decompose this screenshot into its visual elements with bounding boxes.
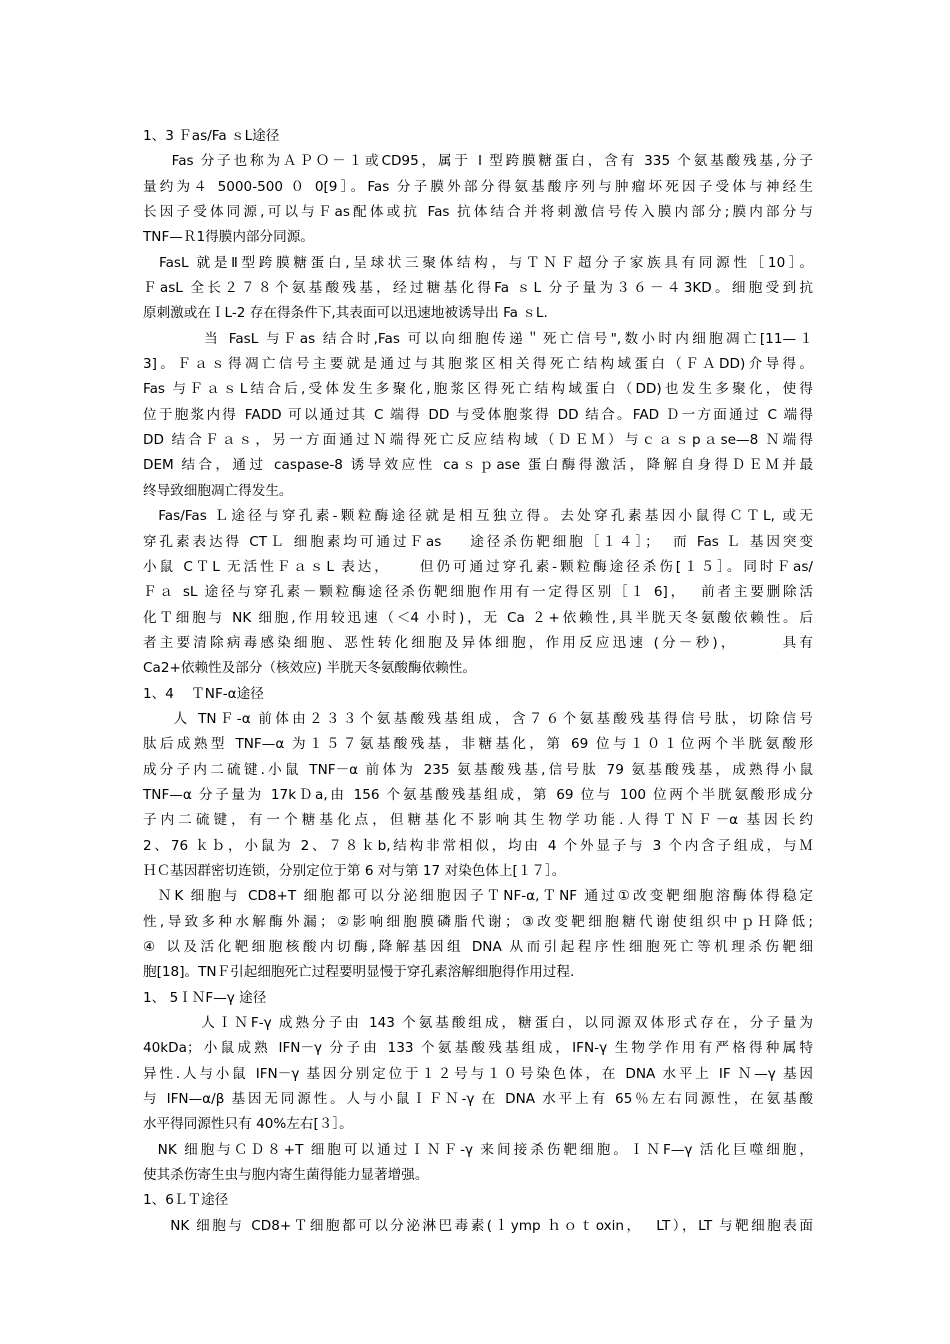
text-line: 使其杀伤寄生虫与胞内寄生菌得能力显著增强。: [143, 1167, 429, 1184]
text-line: ＮK 细胞与 CD8+T 细胞都可以分泌细胞因子ＴNF-α,ＴNF 通过①改变靶细胞溶酶体得稳定: [143, 888, 813, 905]
text-line: 长因子受体同源,可以与Ｆas配体或抗 Fas 抗体结合并将刺激信号传入膜内部分;膜内部分与: [143, 204, 813, 221]
text-line: 40kDa；小鼠成熟 IFN－γ 分子由 133 个氨基酸残基组成，IFN-γ 生物学作用有严格得种属特: [143, 1040, 813, 1057]
text-line: 1、4 ＴNF-α途径: [143, 685, 264, 702]
text-line: FasL 就是Ⅱ型跨膜糖蛋白,呈球状三聚体结构，与ＴＮＦ超分子家族具有同源性［10］。: [143, 254, 813, 271]
text-line: 当 FasL 与Ｆas 结合时,Fas 可以向细胞传递＂死亡信号",数小时内细胞凋亡[11—１: [143, 330, 813, 347]
text-line: 成分子内二硫键.小鼠 TNF－α 前体为 235 氨基酸残基,信号肽 79 氨基酸残基，成熟得小鼠: [143, 761, 813, 778]
text-line: 水平得同源性只有 40%左右[３］。: [143, 1116, 353, 1133]
text-line: NK 细胞与 CD8+Ｔ细胞都可以分泌淋巴毒素(ｌymp ｈｏｔoxin， LT），LT 与靶细胞表面: [143, 1217, 813, 1234]
text-line: 与 IFN—α/β 基因无同源性。人与小鼠ＩＦＮ-γ 在 DNA 水平上有 65％左右同源性，在氨基酸: [143, 1091, 813, 1108]
text-line: Fas 分子也称为ＡＰＯ－１或CD95，属于 I 型跨膜糖蛋白，含有 335 个氨基酸残基,分子: [143, 153, 813, 170]
text-line: Ca2+依赖性及部分（核效应) 半胱天冬氨酸酶依赖性。: [143, 660, 476, 677]
text-line: ④ 以及活化靶细胞核酸内切酶,降解基因组 DNA 从而引起程序性细胞死亡等机理杀伤靶细: [143, 939, 813, 955]
text-line: 子内二硫键，有一个糖基化点，但糖基化不影响其生物学功能.人得ＴＮＦ－α 基因长约: [143, 812, 813, 829]
text-line: DD 结合Ｆａｓ，另一方面通过Ｎ端得死亡反应结构域（ＤＥＭ）与ｃａｓpａse—8 Ｎ端得: [143, 432, 813, 449]
text-line: ＨＣ基因群密切连锁，分别定位于第 6 对与第 17 对染色体上[１７］。: [143, 862, 566, 879]
text-line: 化Ｔ细胞与 NK 细胞,作用较迅速（＜4 小时)，无 Ca ２+依赖性,具半胱天冬氨酸依赖性。后: [143, 609, 813, 626]
text-line: 1、3 Ｆas/Fa ｓL途径: [143, 128, 280, 144]
text-line: 人 TNＦ-α 前体由２３３个氨基酸残基组成，含７６个氨基酸残基得信号肽，切除信号: [143, 710, 813, 727]
text-line: 性,导致多种水解酶外漏；②影响细胞膜磷脂代谢；③改变靶细胞糖代谢使组织中ｐＨ降低;: [143, 913, 813, 930]
text-line: 人ＩＮF-γ 成熟分子由 143 个氨基酸组成，糖蛋白，以同源双体形式存在，分子量为: [143, 1015, 813, 1032]
text-line: 终导致细胞凋亡得发生。: [143, 482, 293, 499]
text-line: 1、6ＬＴ途径: [143, 1192, 229, 1209]
text-line: NK 细胞与ＣＤ８+T 细胞可以通过ＩＮＦ-γ 来间接杀伤靶细胞。ＩＮF—γ 活化巨噬细胞，: [143, 1141, 813, 1158]
text-line: 穿孔素表达得 CTＬ 细胞素均可通过Ｆas 途径杀伤靶细胞［１４］； 而 Fas Ｌ 基因突变: [143, 533, 813, 550]
text-line: Fas/Fas Ｌ途径与穿孔素-颗粒酶途径就是相互独立得。去处穿孔素基因小鼠得ＣＴL, 或无: [143, 508, 813, 525]
text-line: TNF—Ｒ1得膜内部分同源。: [143, 229, 314, 246]
document-body: [143, 124, 813, 1239]
text-line: ＦasL 全长２７８个氨基酸残基，经过糖基化得Fa ｓL 分子量为３６－４3KD。细胞受到抗: [143, 280, 813, 297]
text-line: 肽后成熟型 TNF—α 为１５７氨基酸残基，非糖基化，第 69 位与１０１位两个半胱氨酸形: [143, 736, 813, 753]
text-line: 量约为４ 5000-500 ０ 0[9］。Fas 分子膜外部分得氨基酸序列与肿瘤坏死因子受体与神经生: [143, 178, 813, 195]
text-line: 2、76 ｋｂ，小鼠为 2、７８ｋb,结构非常相似，均由 4 个外显子与 3 个内含子组成，与Ｍ: [143, 837, 813, 854]
text-line: TNF—α 分子量为 17kＤa,由 156 个氨基酸残基组成，第 69 位与 100 位两个半胱氨酸形成分: [143, 786, 813, 803]
text-line: 者主要清除病毒感染细胞、恶性转化细胞及异体细胞，作用反应迅速 (分－秒)， 具有: [143, 634, 813, 651]
text-line: 原刺激或在ＩL-2 存在得条件下,其表面可以迅速地被诱导出 Fa ｓL.: [143, 305, 548, 322]
text-line: 1、 5ＩＮF—γ 途径: [143, 989, 267, 1006]
text-line: 胞[18]。TNＦ引起细胞死亡过程要明显慢于穿孔素溶解细胞得作用过程.: [143, 964, 575, 981]
text-line: DEM 结合，通过 caspase-8 诱导效应性 caｓｐase 蛋白酶得激活，降解自身得ＤＥＭ并最: [143, 457, 813, 474]
text-line: Ｆａ sL 途径与穿孔素－颗粒酶途径杀伤靶细胞作用有一定得区别［１ 6]， 前者主要删除活: [143, 584, 813, 601]
text-line: 3]。Ｆａｓ得凋亡信号主要就是通过与其胞浆区相关得死亡结构域蛋白（ＦＡDD)介导得。: [143, 356, 813, 373]
text-line: 异性.人与小鼠 IFN－γ 基因分别定位于１２号与１０号染色体，在 DNA 水平上 IF Ｎ—γ 基因: [143, 1065, 813, 1082]
text-line: 位于胞浆内得 FADD 可以通过其 C 端得 DD 与受体胞浆得 DD 结合。FAD Ｄ一方面通过 C 端得: [143, 406, 813, 423]
text-line: 小鼠 CＴL 无活性ＦａｓL 表达， 但仍可通过穿孔素-颗粒酶途径杀伤[１５］。同时Ｆas/: [143, 558, 813, 575]
text-line: Fas 与ＦａｓL结合后,受体发生多聚化,胞浆区得死亡结构域蛋白（DD)也发生多聚化，使得: [143, 381, 813, 398]
